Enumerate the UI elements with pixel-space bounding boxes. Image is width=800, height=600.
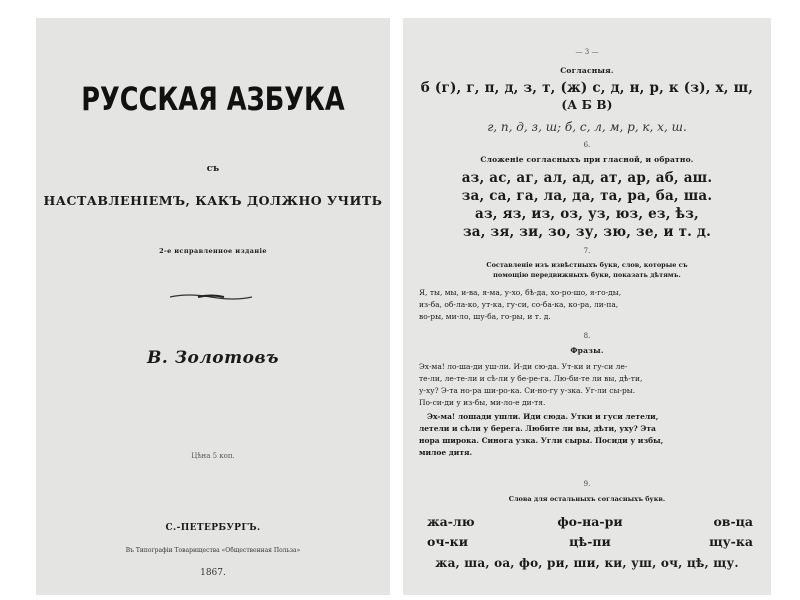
text-line: нора широка. Синога узка. Угли сыры. Посиди у избы, xyxy=(419,436,664,445)
price-note: Цѣна 5 коп. xyxy=(191,452,235,460)
text-page xyxy=(403,18,771,595)
edition-note: 2-е исправленное изданiе xyxy=(159,247,267,255)
word: щу-ка xyxy=(709,534,753,549)
syllable-row: аз, яз, из, оз, уз, юз, ез, ѣз, xyxy=(475,206,699,222)
book-title: РУССКАЯ АЗБУКА xyxy=(81,80,345,118)
section-heading-phrases: Фразы. xyxy=(570,346,604,355)
word: ов-ца xyxy=(713,514,753,529)
subtitle-line-2: НАСТАВЛЕНIЕМЪ, КАКЪ ДОЛЖНО УЧИТЬ xyxy=(43,193,383,208)
syllable-row: аз, ас, аг, ал, ад, ат, ар, аб, аш. xyxy=(461,170,713,186)
ornament-divider xyxy=(168,292,254,302)
word-row xyxy=(427,514,753,529)
section-heading-words-2: помощiю передвижныхъ букв, показать дѣтямъ. xyxy=(493,271,681,279)
text-line: милое дитя. xyxy=(419,448,473,457)
page-number: — 3 — xyxy=(575,48,599,56)
text-line: Эх-ма! ло-ша-ди уш-ли. И-ди сю-да. Ут-ки и гу-си ле- xyxy=(419,362,628,371)
word: фо-на-ри xyxy=(557,514,623,529)
word-row xyxy=(427,534,753,549)
section-number-6: 6. xyxy=(583,141,591,149)
consonants-italic-line: г, п, д, з, ш; б, с, л, м, р, к, х, ш. xyxy=(487,120,687,134)
consonants-line: б (г), г, п, д, з, т, (ж) с, д, н, р, к (з), х, ш, xyxy=(420,80,754,96)
syllable-row: за, зя, зи, зо, зу, зю, зе, и т. д. xyxy=(462,224,712,240)
section-heading-remaining: Слова для остальныхъ согласныхъ букв. xyxy=(508,495,666,503)
consonants-bracket-line: (А Б В) xyxy=(561,98,613,112)
printer-line: Въ Типографiи Товарищества «Общественная Польза» xyxy=(125,547,301,554)
word: цѣ-пи xyxy=(569,534,611,549)
text-line: из-ба, об-ла-ко, ут-ка, гу-си, со-ба-ка, ко-ра, ли-па, xyxy=(419,300,619,309)
word: оч-ки xyxy=(427,534,468,549)
title-page xyxy=(36,18,390,595)
text-line: во-ры, ми-ло, шу-ба, го-ры, и т. д. xyxy=(419,312,551,321)
subtitle-line-1: съ xyxy=(206,164,220,174)
text-line: Я, ты, мы, и-ва, я-ма, у-хо, бѣ-да, хо-ро-шо, я-го-ды, xyxy=(419,288,622,297)
section-heading-consonants: Согласныя. xyxy=(560,66,614,75)
final-syllable-row: жа, ша, оа, фо, ри, ши, ки, уш, оч, цѣ, щу. xyxy=(435,556,739,570)
text-line: те-ли, ле-те-ли и сѣ-ли у бе-ре-га. Лю-би-те ли вы, дѣ-ти, xyxy=(419,374,643,383)
syllable-row: за, са, га, ла, да, та, ра, ба, ша. xyxy=(461,188,713,204)
publication-year: 1867. xyxy=(200,568,226,578)
section-number-8: 8. xyxy=(583,332,591,340)
section-heading-words-1: Составленiе изъ извѣстныхъ букв, слов, которые съ xyxy=(486,261,688,269)
text-line: По-си-ди у из-бы, ми-ло-е ди-тя. xyxy=(419,398,546,407)
text-line: у-ху? Э-та но-ра ши-ро-ка. Си-но-гу у-зка. Уг-ли сы-ры. xyxy=(419,386,636,395)
section-heading-syllables: Сложенiе согласныхъ при гласной, и обратно. xyxy=(480,155,694,164)
section-number-7: 7. xyxy=(583,247,591,255)
text-line: летели и сѣли у берега. Любите ли вы, дѣти, уху? Эта xyxy=(419,424,656,433)
section-number-9: 9. xyxy=(583,480,591,488)
word: жа-лю xyxy=(427,514,475,529)
author-name: В. Золотовъ xyxy=(147,348,279,368)
text-line: Эх-ма! лошади ушли. Иди сюда. Утки и гуси летели, xyxy=(427,412,659,421)
publication-city: С.-ПЕТЕРБУРГЪ. xyxy=(165,523,261,533)
